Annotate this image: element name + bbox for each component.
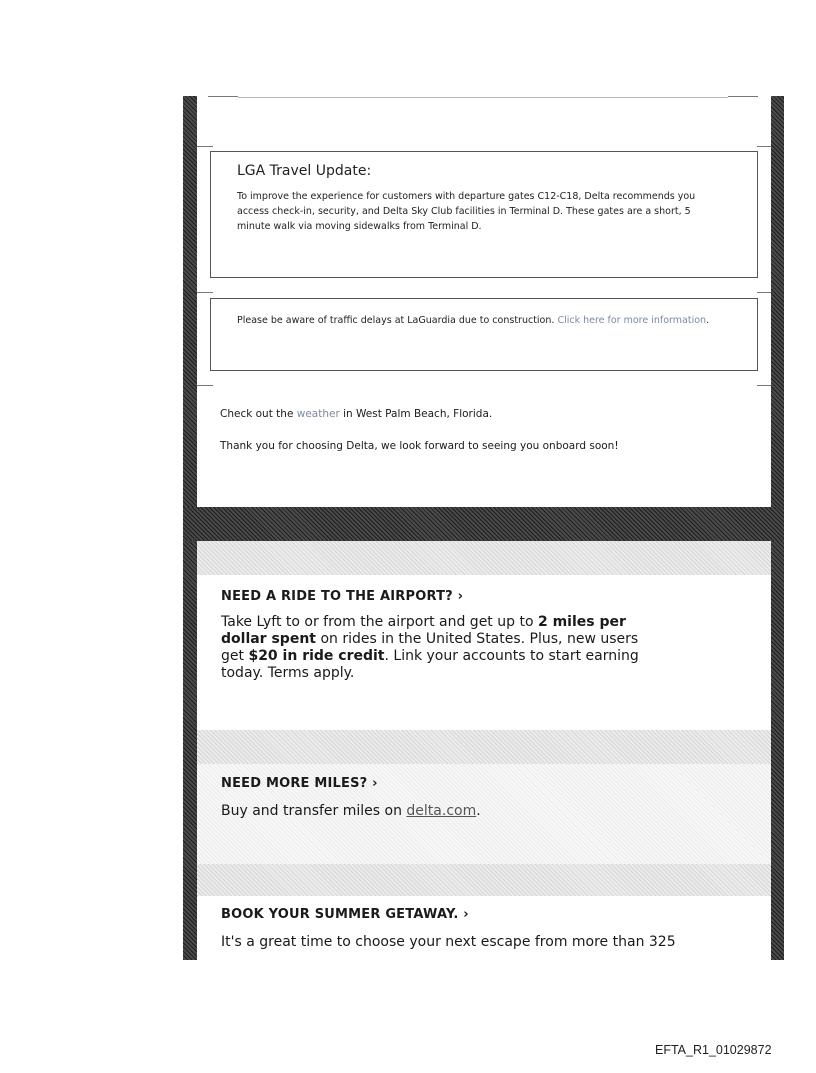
promo-separator-1 bbox=[197, 541, 771, 575]
tick-left-3 bbox=[197, 385, 213, 386]
promo-miles-header[interactable]: NEED MORE MILES? › bbox=[221, 776, 378, 791]
top-rule-main bbox=[238, 97, 728, 98]
top-rule-right bbox=[728, 96, 758, 97]
traffic-info-link[interactable]: Click here for more information bbox=[557, 315, 707, 326]
promo-lyft-header[interactable]: NEED A RIDE TO THE AIRPORT? › bbox=[221, 589, 464, 604]
promo-lyft-text-3: . Link your accounts to start earning today. Terms apply. bbox=[221, 648, 639, 681]
weather-suffix: in West Palm Beach, Florida. bbox=[343, 408, 493, 420]
promo-getaway-body: It's a great time to choose your next escape from more than 325 bbox=[221, 934, 676, 950]
promo-separator-3 bbox=[197, 864, 771, 896]
promo-lyft-body bbox=[221, 614, 646, 682]
delta-com-link[interactable]: delta.com bbox=[406, 803, 477, 819]
tick-left-1 bbox=[197, 146, 213, 147]
tick-left-2 bbox=[197, 292, 213, 293]
tick-right-1 bbox=[757, 146, 771, 147]
thank-you-text: Thank you for choosing Delta, we look forward to seeing you onboard soon! bbox=[220, 440, 619, 452]
document-id: EFTA_R1_01029872 bbox=[655, 1043, 772, 1057]
weather-link[interactable]: weather bbox=[296, 408, 340, 420]
tick-right-2 bbox=[757, 292, 771, 293]
promo-lyft-bold-1: 2 miles per dollar spent bbox=[221, 614, 626, 647]
lga-update-title: LGA Travel Update: bbox=[237, 163, 372, 179]
promo-miles-period: . bbox=[476, 803, 481, 819]
promo-lyft-bold-2: $20 in ride credit bbox=[248, 648, 385, 664]
promo-lyft-text-2: on rides in the United States. Plus, new users get bbox=[221, 631, 639, 664]
top-rule-left bbox=[208, 96, 238, 97]
promo-miles-body bbox=[221, 803, 646, 820]
tick-right-3 bbox=[757, 385, 771, 386]
lga-update-body: To improve the experience for customers with departure gates C12-C18, Delta recommends you access check-in, security, and Delta Sky Club facilities in Terminal D. These gates are a short, 5 minute walk via moving sidewalks from Terminal D. bbox=[237, 191, 696, 232]
promo-miles-text: Buy and transfer miles on bbox=[221, 803, 402, 819]
traffic-notice-box bbox=[210, 298, 758, 371]
lga-update-box bbox=[210, 151, 758, 278]
traffic-period: . bbox=[706, 315, 710, 326]
weather-line bbox=[220, 407, 740, 421]
dark-band bbox=[183, 507, 784, 541]
weather-prefix: Check out the bbox=[220, 408, 294, 420]
promo-separator-2 bbox=[197, 730, 771, 764]
promo-lyft-text-1: Take Lyft to or from the airport and get up to bbox=[221, 614, 534, 630]
traffic-notice bbox=[237, 313, 737, 328]
promo-getaway-header[interactable]: BOOK YOUR SUMMER GETAWAY. › bbox=[221, 907, 469, 922]
traffic-notice-text: Please be aware of traffic delays at LaGuardia due to construction. bbox=[237, 315, 555, 326]
